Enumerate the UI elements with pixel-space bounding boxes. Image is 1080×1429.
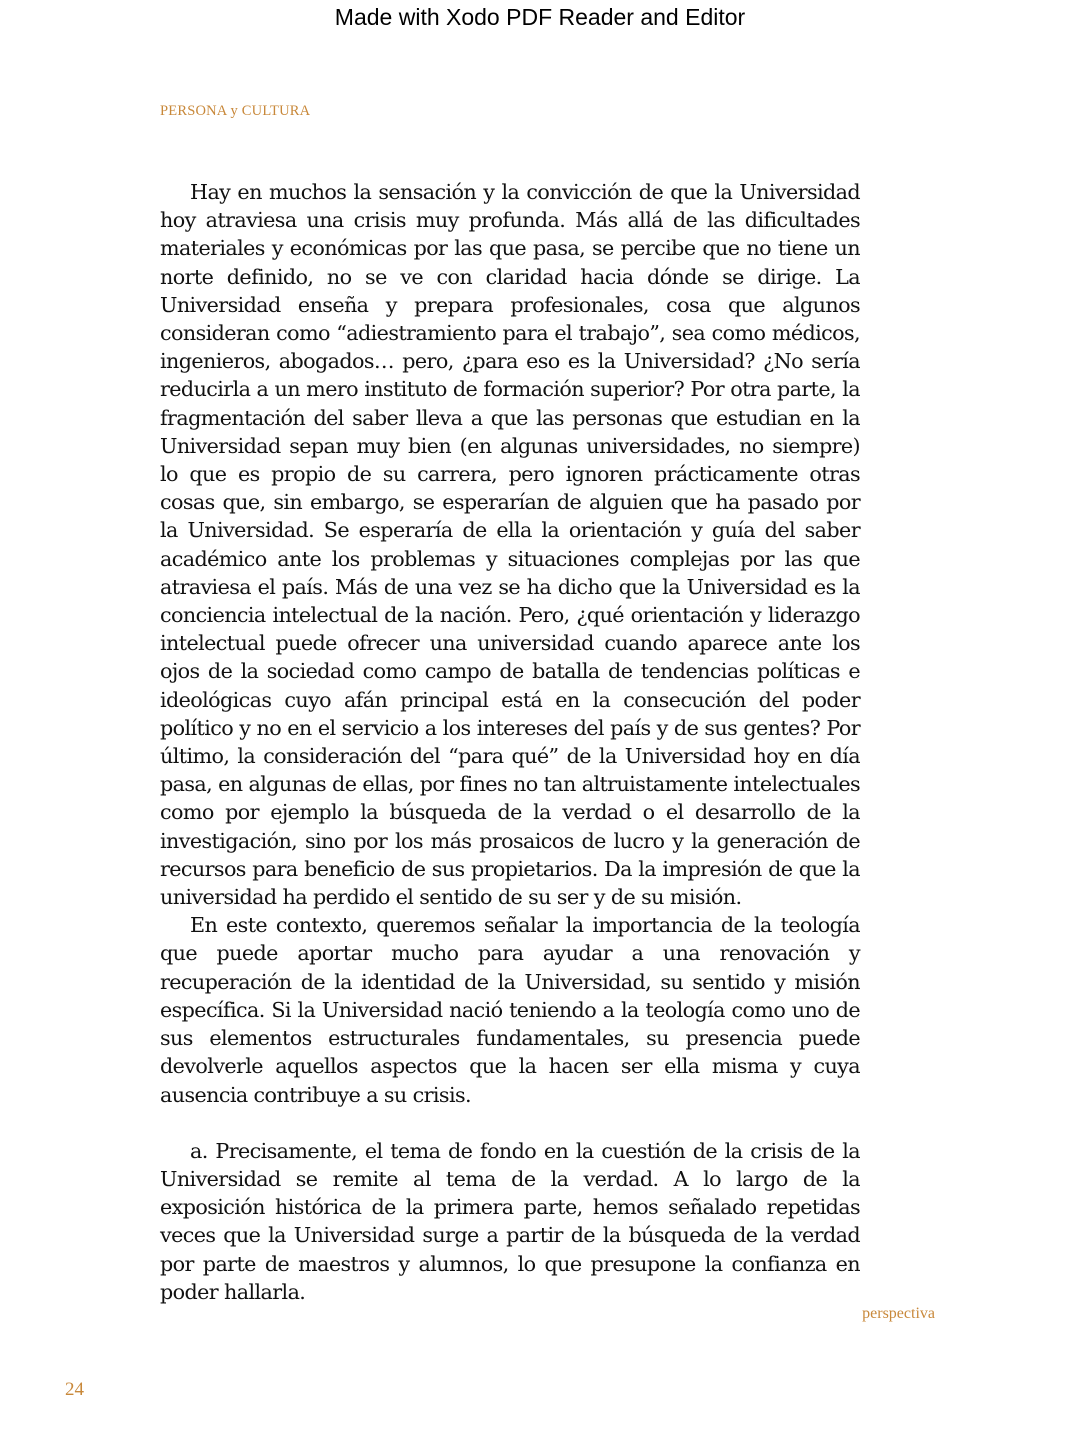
paragraph-1: Hay en muchos la sensación y la convicción de que la Universidad hoy atraviesa una crisis muy profunda. Más allá de las dificultades materiales y económicas por las que pasa, se percibe que no tiene un norte definido, no se ve con claridad hacia dónde se dirige. La Universidad enseña y prepara profesionales, cosa que algunos consideran como “adiestramiento para el trabajo”, sea como médicos, ingenieros, abogados… pero, ¿para eso es la Universidad? ¿No sería reducirla a un mero instituto de formación superior? Por otra parte, la fragmentación del saber lleva a que las personas que estudian en la Universidad sepan muy bien (en algunas universidades, no siempre) lo que es propio de su carrera, pero ignoren prácticamente otras cosas que, sin embargo, se esperarían de alguien que ha pasado por la Universidad. Se esperaría de ella la orientación y guía del saber académico ante los problemas y situaciones complejas por las que atraviesa el país. Más de una vez se ha dicho que la Universidad es la conciencia intelectual de la nación. Pero, ¿qué orientación y liderazgo intelectual puede ofrecer una universidad cuando aparece ante los ojos de la sociedad como campo de batalla de tendencias políticas e ideológicas cuyo afán principal está en la consecución del poder político y no en el servicio a los intereses del país y de sus gentes? Por último, la consideración del “para qué” de la Universidad hoy en día pasa, en algunas de ellas, por fines no tan altruistamente intelectuales como por ejemplo la búsqueda de la verdad o el desarrollo de la investigación, sino por los más prosaicos de lucro y la generación de recursos para beneficio de sus propietarios. Da la impresión de que la universidad ha perdido el sentido de su ser y de su misión. — [160, 180, 860, 910]
body-text — [160, 178, 860, 1306]
running-head: PERSONA y CULTURA — [160, 103, 311, 119]
xodo-watermark: Made with Xodo PDF Reader and Editor — [334, 4, 746, 30]
page-number: 24 — [65, 1379, 84, 1400]
paragraph-2: En este contexto, queremos señalar la importancia de la teología que puede aportar mucho para ayudar a una renovación y recuperación de la identidad de la Universidad, su sentido y misión específica. Si la Universidad nació teniendo a la teología como uno de sus elementos estructurales fundamentales, su presencia puede devolverle aquellos aspectos que la hacen ser ella misma y cuya ausencia contribuye a su crisis. — [160, 913, 860, 1107]
paragraph-3: a. Precisamente, el tema de fondo en la cuestión de la crisis de la Universidad se remite al tema de la verdad. A lo largo de la exposición histórica de la primera parte, hemos señalado repetidas veces que la Universidad surge a partir de la búsqueda de la verdad por parte de maestros y alumnos, lo que presupone la confianza en poder hallarla. — [160, 1138, 860, 1304]
footer-section-word: perspectiva — [862, 1305, 935, 1322]
